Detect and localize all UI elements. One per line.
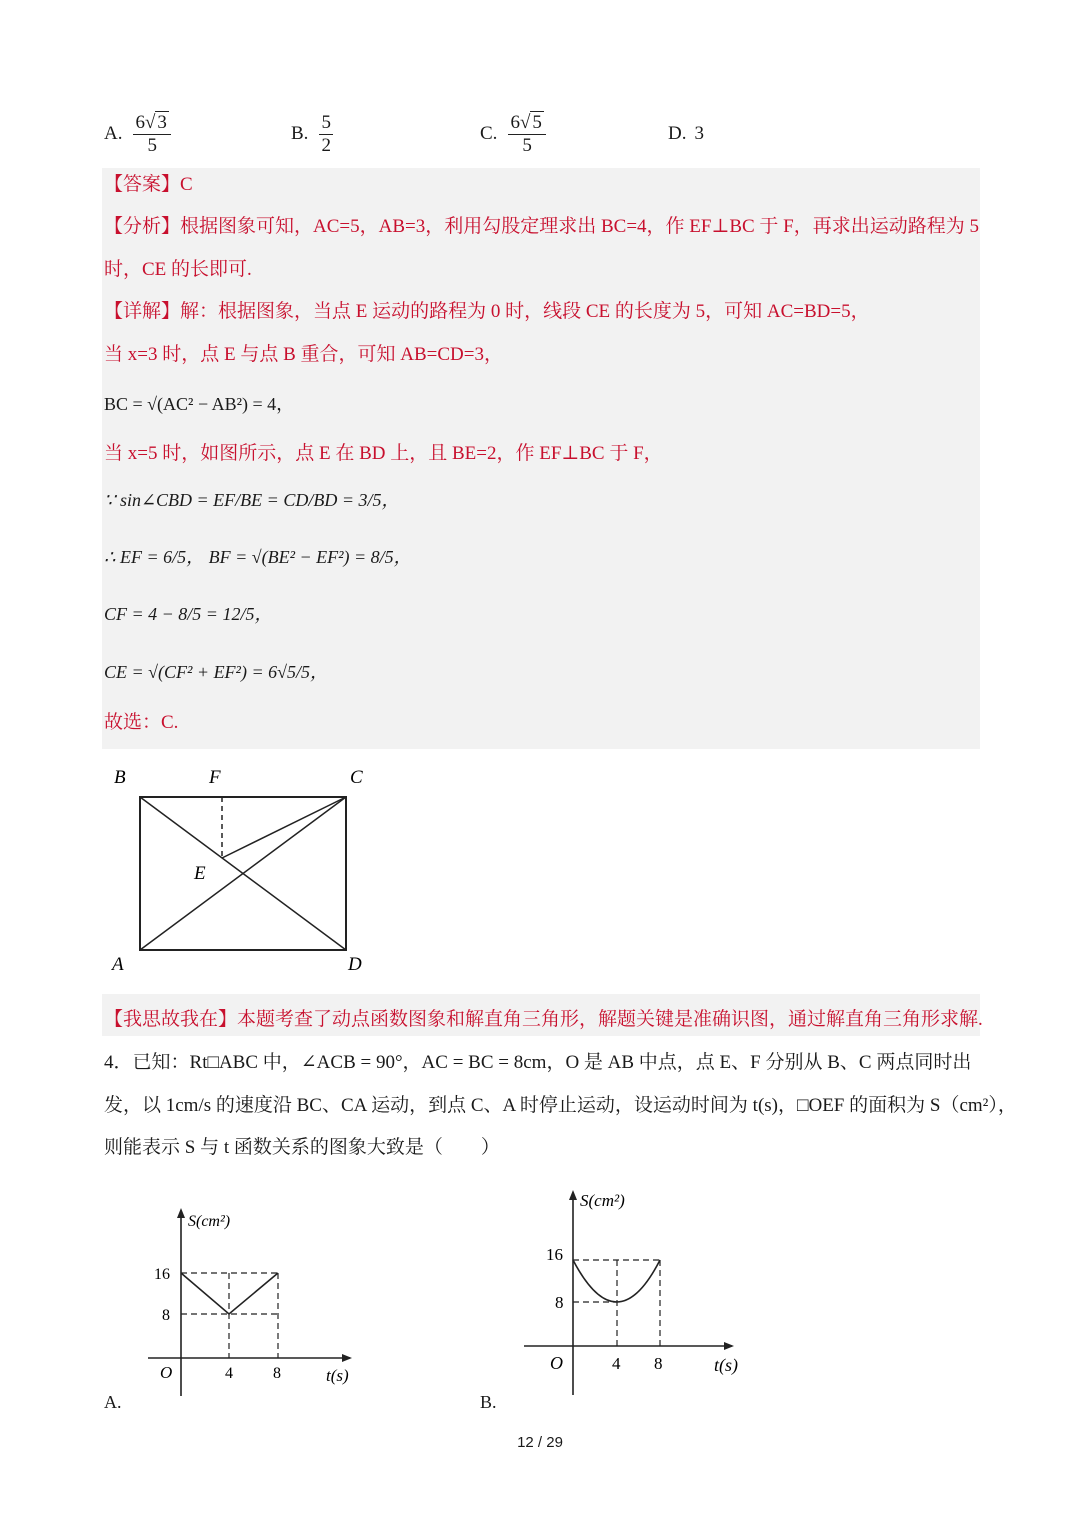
detail-line-2: 当 x=3 时，点 E 与点 B 重合，可知 AB=CD=3， xyxy=(104,344,503,365)
graph-a-xlabel: t(s) xyxy=(326,1366,349,1385)
label-d: D xyxy=(348,954,362,975)
graph-b-option-label: B. xyxy=(480,1392,497,1412)
graph-a-ylabel: S(cm²) xyxy=(188,1213,231,1230)
option-b-den: 2 xyxy=(321,134,331,156)
equation-ef: ∴ EF = 6/5， BF = √(BE² − EF²) = 8/5， xyxy=(104,547,412,567)
option-c-coef: 6 xyxy=(510,111,520,133)
option-a xyxy=(104,108,174,160)
analysis-line-2: 时，CE 的长即可. xyxy=(104,259,252,280)
graph-b-tick-8: 8 xyxy=(555,1293,564,1312)
label-e: E xyxy=(194,863,206,884)
graph-b-tick-16: 16 xyxy=(546,1245,563,1264)
analysis-tag: 【分析】 xyxy=(104,216,181,237)
rectangle-figure xyxy=(104,752,390,982)
graph-a-tick-8: 8 xyxy=(162,1307,170,1324)
graph-a-y-arrow xyxy=(177,1208,185,1218)
graph-b-ylabel: S(cm²) xyxy=(580,1191,625,1210)
question-4-line-1 xyxy=(104,1047,971,1074)
option-a-coef: 6 xyxy=(135,111,145,133)
option-b-num: 5 xyxy=(321,111,331,133)
option-b xyxy=(291,108,336,160)
graph-a-tick-x4: 4 xyxy=(225,1365,233,1382)
option-a-fraction: $\frac{6√ 3}{5}$ xyxy=(133,112,170,157)
graph-b xyxy=(518,1180,758,1402)
option-b-fraction xyxy=(319,112,333,157)
graph-b-origin: O xyxy=(550,1353,563,1373)
graph-a-option-label: A. xyxy=(104,1392,122,1412)
option-d xyxy=(668,108,704,160)
reflection-line xyxy=(104,1004,983,1031)
question-4-text-1: 已知：Rt□ABC 中，∠ACB = 90°，AC = BC = 8cm，O 是 AB 中点，点 E、F 分别从 B、C 两点同时出 xyxy=(132,1052,972,1073)
option-d-value: 3 xyxy=(694,123,704,144)
option-a-radicand: 3 xyxy=(157,111,167,133)
analysis-text-1: 根据图象可知，AC=5，AB=3，利用勾股定理求出 BC=4，作 EF⊥BC 于 F，再求出运动路程为 5 xyxy=(180,216,980,237)
option-d-label: D. xyxy=(668,123,687,144)
option-b-label: B. xyxy=(291,123,309,144)
graph-b-xlabel: t(s) xyxy=(714,1355,738,1375)
figure-background xyxy=(104,752,390,982)
equation-ce: CE = √(CF² + EF²) = 6√5/5， xyxy=(104,662,328,682)
graph-b-tick-x4: 4 xyxy=(612,1354,621,1373)
label-c: C xyxy=(350,767,363,788)
question-4-line-2: 发，以 1cm/s 的速度沿 BC、CA 运动，到点 C、A 时停止运动，设运动时间为 t(s)，□OEF 的面积为 S（cm²）， xyxy=(104,1095,1017,1116)
label-a: A xyxy=(112,954,124,975)
question-4-number: 4． xyxy=(104,1052,133,1073)
page-number: 12 / 29 xyxy=(517,1434,563,1451)
graph-b-tick-x8: 8 xyxy=(654,1354,663,1373)
detail-tag: 【详解】 xyxy=(104,301,181,322)
graph-a-tick-x8: 8 xyxy=(273,1365,281,1382)
option-a-den: 5 xyxy=(147,134,157,156)
graph-a-tick-16: 16 xyxy=(154,1266,170,1283)
answer-line xyxy=(104,169,193,196)
option-a-label: A. xyxy=(104,123,123,144)
option-c-den: 5 xyxy=(522,134,532,156)
reflection-text: 本题考查了动点函数图象和解直角三角形，解题关键是准确识图，通过解直角三角形求解. xyxy=(237,1009,983,1030)
graph-b-x-arrow xyxy=(724,1342,734,1350)
label-f: F xyxy=(209,767,221,788)
conclusion: 故选：C. xyxy=(104,712,179,733)
detail-line-3: 当 x=5 时，如图所示，点 E 在 BD 上，且 BE=2，作 EF⊥BC 于 F， xyxy=(104,443,663,464)
detail-line-1 xyxy=(104,296,870,323)
option-c-label: C. xyxy=(480,123,498,144)
analysis-line-1 xyxy=(104,211,979,238)
graph-a-x-arrow xyxy=(342,1354,352,1362)
option-c-radicand: 5 xyxy=(532,111,542,133)
graph-a xyxy=(140,1200,370,1400)
equation-cf: CF = 4 − 8/5 = 12/5， xyxy=(104,604,273,624)
answer-value: C xyxy=(180,174,193,195)
answer-tag: 【答案】 xyxy=(104,174,181,195)
equation-sin: ∵ sin∠CBD = EF/BE = CD/BD = 3/5， xyxy=(104,490,400,510)
detail-text-1: 解：根据图象，当点 E 运动的路程为 0 时，线段 CE 的长度为 5，可知 AC=BD=5， xyxy=(180,301,870,322)
option-c-fraction: $\frac{6√ 5}{5}$ xyxy=(508,112,545,157)
label-b: B xyxy=(114,767,126,788)
reflection-tag: 【我思故我在】 xyxy=(104,1009,238,1030)
graph-a-origin: O xyxy=(160,1363,173,1382)
graph-b-y-arrow xyxy=(569,1190,577,1200)
option-c xyxy=(480,108,549,160)
equation-bc: BC = √(AC² − AB²) = 4， xyxy=(104,394,295,414)
question-4-line-3: 则能表示 S 与 t 函数关系的图象大致是（ ） xyxy=(104,1137,500,1158)
